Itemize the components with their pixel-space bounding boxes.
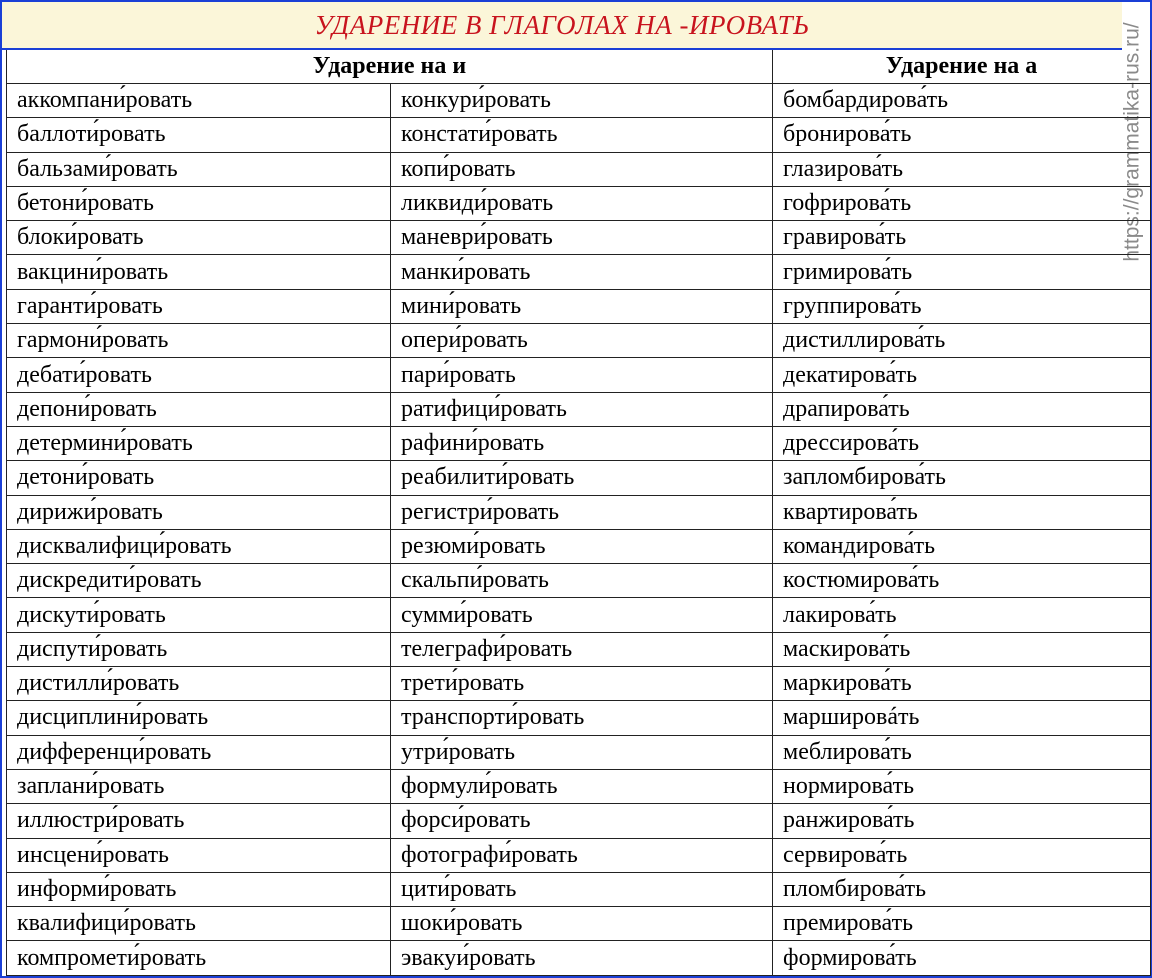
verb-cell-stress-a: меблирова́ть — [773, 735, 1151, 769]
verb-cell-stress-a: глазирова́ть — [773, 152, 1151, 186]
table-row — [7, 838, 1151, 872]
verb-cell-stress-i: телеграфи́ровать — [391, 632, 773, 666]
verb-cell-stress-i: скальпи́ровать — [391, 564, 773, 598]
verb-cell-stress-a: лакирова́ть — [773, 598, 1151, 632]
verb-cell-stress-i: формули́ровать — [391, 769, 773, 803]
table-row — [7, 186, 1151, 220]
verb-cell-stress-i: трети́ровать — [391, 667, 773, 701]
table-row — [7, 358, 1151, 392]
table-row — [7, 769, 1151, 803]
verb-cell-stress-a: запломбирова́ть — [773, 461, 1151, 495]
verb-cell-stress-i: дискредити́ровать — [7, 564, 391, 598]
table-row — [7, 84, 1151, 118]
verb-cell-stress-a: премирова́ть — [773, 907, 1151, 941]
verb-cell-stress-i: опери́ровать — [391, 324, 773, 358]
verb-cell-stress-i: транспорти́ровать — [391, 701, 773, 735]
table-row — [7, 461, 1151, 495]
verb-cell-stress-i: регистри́ровать — [391, 495, 773, 529]
verb-cell-stress-i: реабилити́ровать — [391, 461, 773, 495]
verb-cell-stress-i: квалифици́ровать — [7, 907, 391, 941]
table-row — [7, 152, 1151, 186]
verb-cell-stress-a: драпирова́ть — [773, 392, 1151, 426]
verb-cell-stress-i: инсцени́ровать — [7, 838, 391, 872]
header-stress-i: Ударение на и — [7, 50, 773, 84]
verb-cell-stress-i: утри́ровать — [391, 735, 773, 769]
table-row — [7, 289, 1151, 323]
verb-cell-stress-a: гофрирова́ть — [773, 186, 1151, 220]
verb-cell-stress-i: детони́ровать — [7, 461, 391, 495]
verb-cell-stress-i: шоки́ровать — [391, 907, 773, 941]
verb-cell-stress-i: ликвиди́ровать — [391, 186, 773, 220]
verb-cell-stress-i: заплани́ровать — [7, 769, 391, 803]
verb-cell-stress-i: манки́ровать — [391, 255, 773, 289]
table-row — [7, 872, 1151, 906]
verb-cell-stress-a: формирова́ть — [773, 941, 1151, 975]
verb-cell-stress-a: дрессирова́ть — [773, 426, 1151, 460]
table-row — [7, 255, 1151, 289]
table-row — [7, 804, 1151, 838]
verb-cell-stress-i: диспути́ровать — [7, 632, 391, 666]
verb-cell-stress-i: информи́ровать — [7, 872, 391, 906]
verb-cell-stress-i: дискути́ровать — [7, 598, 391, 632]
verb-cell-stress-i: иллюстри́ровать — [7, 804, 391, 838]
verb-cell-stress-a: бронирова́ть — [773, 118, 1151, 152]
page-title: УДАРЕНИЕ В ГЛАГОЛАХ НА -ИРОВАТЬ — [314, 9, 810, 40]
verb-cell-stress-i: блоки́ровать — [7, 221, 391, 255]
verb-cell-stress-i: компромети́ровать — [7, 941, 391, 975]
verb-cell-stress-i: дисквалифици́ровать — [7, 529, 391, 563]
verb-cell-stress-a: дистиллирова́ть — [773, 324, 1151, 358]
header-row — [7, 50, 1151, 84]
table-row — [7, 495, 1151, 529]
verb-cell-stress-i: депони́ровать — [7, 392, 391, 426]
verb-cell-stress-a: пломбирова́ть — [773, 872, 1151, 906]
table-row — [7, 529, 1151, 563]
table-row — [7, 735, 1151, 769]
table-row — [7, 907, 1151, 941]
table-row — [7, 667, 1151, 701]
verb-cell-stress-i: форси́ровать — [391, 804, 773, 838]
verb-cell-stress-i: баллоти́ровать — [7, 118, 391, 152]
verb-cell-stress-a: гравирова́ть — [773, 221, 1151, 255]
verb-cell-stress-i: ратифици́ровать — [391, 392, 773, 426]
verb-cell-stress-i: рафини́ровать — [391, 426, 773, 460]
table-row — [7, 426, 1151, 460]
verb-cell-stress-a: группирова́ть — [773, 289, 1151, 323]
verb-cell-stress-a: нормирова́ть — [773, 769, 1151, 803]
header-stress-a: Ударение на а — [773, 50, 1151, 84]
verb-cell-stress-i: цити́ровать — [391, 872, 773, 906]
table-row — [7, 221, 1151, 255]
table-row — [7, 701, 1151, 735]
table-row — [7, 118, 1151, 152]
verb-cell-stress-i: сумми́ровать — [391, 598, 773, 632]
verb-cell-stress-i: дебати́ровать — [7, 358, 391, 392]
verb-cell-stress-a: декатирова́ть — [773, 358, 1151, 392]
title-bar — [2, 2, 1122, 50]
table-row — [7, 632, 1151, 666]
table-row — [7, 392, 1151, 426]
verb-cell-stress-a: бомбардирова́ть — [773, 84, 1151, 118]
verb-cell-stress-i: гаранти́ровать — [7, 289, 391, 323]
verb-cell-stress-a: квартирова́ть — [773, 495, 1151, 529]
verb-cell-stress-i: дистилли́ровать — [7, 667, 391, 701]
verb-cell-stress-i: бетони́ровать — [7, 186, 391, 220]
verb-cell-stress-i: дисциплини́ровать — [7, 701, 391, 735]
verb-cell-stress-i: фотографи́ровать — [391, 838, 773, 872]
watermark-text: https://grammatika-rus.ru/ — [1121, 22, 1145, 262]
verb-cell-stress-a: маскирова́ть — [773, 632, 1151, 666]
verbs-body — [7, 84, 1151, 976]
verb-cell-stress-a: костюмирова́ть — [773, 564, 1151, 598]
verb-cell-stress-a: ранжирова́ть — [773, 804, 1151, 838]
verb-cell-stress-a: гримирова́ть — [773, 255, 1151, 289]
verb-cell-stress-i: дирижи́ровать — [7, 495, 391, 529]
verb-cell-stress-i: констати́ровать — [391, 118, 773, 152]
verb-cell-stress-a: сервирова́ть — [773, 838, 1151, 872]
verb-cell-stress-i: конкури́ровать — [391, 84, 773, 118]
verb-cell-stress-i: копи́ровать — [391, 152, 773, 186]
verb-cell-stress-i: пари́ровать — [391, 358, 773, 392]
verb-cell-stress-i: резюми́ровать — [391, 529, 773, 563]
table-row — [7, 324, 1151, 358]
verb-cell-stress-i: дифференци́ровать — [7, 735, 391, 769]
table-row — [7, 564, 1151, 598]
verbs-table — [6, 50, 1151, 976]
verb-cell-stress-i: мини́ровать — [391, 289, 773, 323]
verb-cell-stress-i: бальзами́ровать — [7, 152, 391, 186]
verb-cell-stress-i: эвакуи́ровать — [391, 941, 773, 975]
verb-cell-stress-a: командирова́ть — [773, 529, 1151, 563]
table-row — [7, 941, 1151, 975]
verb-cell-stress-i: вакцини́ровать — [7, 255, 391, 289]
verb-cell-stress-i: аккомпани́ровать — [7, 84, 391, 118]
verb-cell-stress-a: маркирова́ть — [773, 667, 1151, 701]
verb-cell-stress-i: детермини́ровать — [7, 426, 391, 460]
verb-cell-stress-i: гармони́ровать — [7, 324, 391, 358]
verb-cell-stress-i: маневри́ровать — [391, 221, 773, 255]
verb-cell-stress-a: маршировáть — [773, 701, 1151, 735]
table-row — [7, 598, 1151, 632]
